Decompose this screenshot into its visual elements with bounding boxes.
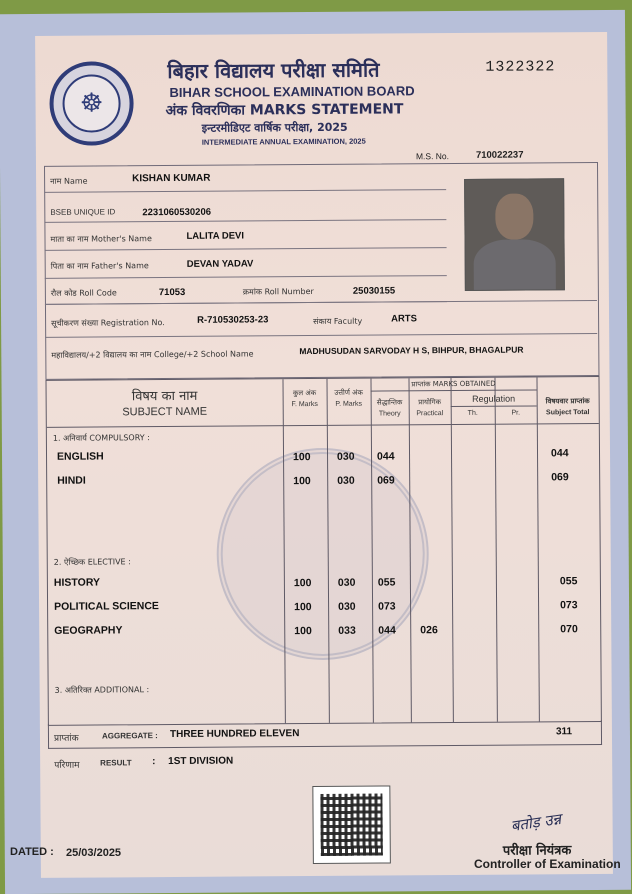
theory-marks: 044 bbox=[376, 450, 395, 463]
subject-header-english: SUBJECT NAME bbox=[122, 405, 208, 419]
subject-total: 055 bbox=[559, 575, 578, 588]
mother-label: माता का नाम Mother's Name bbox=[50, 234, 152, 244]
marks-table bbox=[45, 376, 601, 726]
subject-total: 073 bbox=[560, 599, 578, 612]
ms-label: M.S. No. bbox=[415, 151, 450, 162]
subject-name: HINDI bbox=[57, 474, 86, 487]
statement-title: अंक विवरणिका MARKS STATEMENT bbox=[165, 101, 404, 120]
full-marks-header: F. Marks bbox=[291, 400, 318, 409]
marks-obtained-header: प्राप्तांक MARKS OBTAINED bbox=[411, 379, 496, 389]
header-divider bbox=[47, 423, 599, 428]
pass-marks-hindi: उत्तीर्ण अंक bbox=[334, 388, 363, 397]
mother-name: LALITA DEVI bbox=[186, 230, 245, 242]
full-marks: 100 bbox=[293, 475, 311, 488]
father-name: DEVAN YADAV bbox=[186, 258, 254, 270]
full-marks: 100 bbox=[294, 601, 312, 614]
roll-number-label: क्रमांक Roll Number bbox=[242, 287, 314, 297]
dated-value: 25/03/2025 bbox=[66, 847, 122, 859]
name-label: नाम Name bbox=[50, 176, 88, 186]
regulation-theory-header: Th. bbox=[467, 409, 478, 417]
subject-total-header: Subject Total bbox=[545, 409, 590, 417]
college-label: महाविद्यालय/+2 विद्यालय का नाम College/+2 School Name bbox=[51, 349, 254, 360]
board-title-english: BIHAR SCHOOL EXAMINATION BOARD bbox=[169, 83, 415, 101]
controller-english: Controller of Examination bbox=[474, 857, 621, 871]
col-divider bbox=[282, 379, 285, 723]
certificate-body bbox=[35, 32, 613, 878]
student-name: KISHAN KUMAR bbox=[132, 172, 211, 185]
regulation-header: Regulation bbox=[472, 393, 516, 404]
roll-code: 71053 bbox=[158, 286, 186, 299]
faculty-label: संकाय Faculty bbox=[313, 316, 363, 327]
exam-english: INTERMEDIATE ANNUAL EXAMINATION, 2025 bbox=[201, 136, 366, 147]
theory-marks: 073 bbox=[378, 600, 396, 613]
board-title-hindi: बिहार विद्यालय परीक्षा समिति bbox=[167, 57, 380, 84]
practical-header: Practical bbox=[416, 410, 444, 418]
subject-total: 070 bbox=[560, 623, 578, 636]
col-divider bbox=[326, 379, 329, 723]
qr-pattern bbox=[320, 794, 382, 856]
aggregate-total: 311 bbox=[555, 726, 573, 738]
row-uid bbox=[44, 189, 446, 223]
result-colon: : bbox=[152, 756, 156, 768]
aggregate-label: AGGREGATE : bbox=[101, 731, 158, 741]
photo-shoulders bbox=[474, 239, 556, 291]
college-name: MADHUSUDAN SARVODAY H S, BIHPUR, BHAGALPUR bbox=[299, 344, 524, 357]
section-compulsory: 1. अनिवार्य COMPULSORY : bbox=[52, 433, 150, 443]
full-marks-hindi: कुल अंक bbox=[293, 388, 317, 398]
subject-name: POLITICAL SCIENCE bbox=[54, 600, 159, 613]
result-value: 1ST DIVISION bbox=[168, 755, 234, 768]
pass-marks: 033 bbox=[338, 624, 356, 637]
practical-marks: 026 bbox=[420, 624, 438, 637]
regulation-practical-header: Pr. bbox=[511, 409, 521, 417]
registration-label: सूचीकरण संख्या Registration No. bbox=[51, 318, 165, 328]
roll-number: 25030155 bbox=[352, 285, 396, 297]
full-marks: 100 bbox=[294, 625, 312, 638]
qr-code bbox=[312, 785, 391, 864]
aggregate-words: THREE HUNDRED ELEVEN bbox=[169, 728, 300, 741]
full-marks: 100 bbox=[293, 577, 312, 590]
subject-name: HISTORY bbox=[53, 576, 101, 589]
controller-hindi: परीक्षा नियंत्रक bbox=[502, 843, 572, 859]
faculty-value: ARTS bbox=[391, 313, 417, 325]
pass-marks-header: P. Marks bbox=[335, 400, 363, 408]
practical-hindi: प्रायोगिक bbox=[418, 398, 442, 407]
uid-label: BSEB UNIQUE ID bbox=[50, 207, 116, 217]
theory-hindi: सैद्धान्तिक bbox=[376, 398, 403, 407]
theory-marks: 055 bbox=[377, 576, 396, 589]
col-divider bbox=[494, 378, 497, 722]
registration-number: R-710530253-23 bbox=[197, 314, 269, 326]
subject-header-hindi: विषय का नाम bbox=[131, 388, 198, 405]
theory-header: Theory bbox=[378, 410, 401, 418]
col-divider bbox=[370, 379, 373, 723]
dated-label: DATED : bbox=[10, 846, 54, 858]
section-additional: 3. अतिरिक्त ADDITIONAL : bbox=[54, 685, 150, 695]
theory-marks: 044 bbox=[378, 624, 396, 637]
obtained-divider bbox=[371, 389, 537, 391]
marks-sheet bbox=[0, 10, 631, 894]
subject-total-hindi: विषयवार प्राप्तांक bbox=[545, 397, 590, 406]
pass-marks: 030 bbox=[337, 474, 355, 487]
full-marks: 100 bbox=[292, 451, 311, 464]
emblem-icon: ☸ bbox=[62, 74, 120, 132]
pass-marks: 030 bbox=[337, 576, 356, 589]
result-label: RESULT bbox=[100, 758, 132, 768]
roll-code-label: रौल कोड Roll Code bbox=[50, 288, 117, 298]
pass-marks: 030 bbox=[338, 600, 356, 613]
result-label-hindi: परिणाम bbox=[54, 760, 80, 771]
exam-hindi: इन्टरमीडिएट वार्षिक परीक्षा, 2025 bbox=[201, 120, 348, 135]
pass-marks: 030 bbox=[336, 450, 355, 463]
ms-number: 710022237 bbox=[475, 149, 524, 161]
regulation-divider bbox=[451, 405, 537, 407]
uid-value: 2231060530206 bbox=[142, 206, 212, 219]
col-divider bbox=[450, 378, 453, 722]
subject-name: GEOGRAPHY bbox=[54, 624, 123, 637]
subject-name: ENGLISH bbox=[56, 450, 104, 463]
subject-total: 044 bbox=[550, 447, 569, 460]
photo-frame bbox=[464, 178, 565, 291]
signature: बतोड़ उन्न bbox=[509, 809, 563, 836]
father-label: पिता का नाम Father's Name bbox=[50, 261, 149, 271]
row-name bbox=[44, 163, 446, 193]
section-elective: 2. ऐच्छिक ELECTIVE : bbox=[53, 557, 131, 567]
serial-number: 1322322 bbox=[485, 58, 556, 76]
col-divider bbox=[408, 378, 411, 722]
photo-face bbox=[495, 193, 533, 239]
subject-total: 069 bbox=[551, 471, 569, 484]
theory-marks: 069 bbox=[377, 474, 395, 487]
board-seal-logo bbox=[49, 61, 134, 146]
col-divider bbox=[536, 377, 539, 721]
aggregate-label-hindi: प्राप्तांक bbox=[53, 733, 79, 744]
